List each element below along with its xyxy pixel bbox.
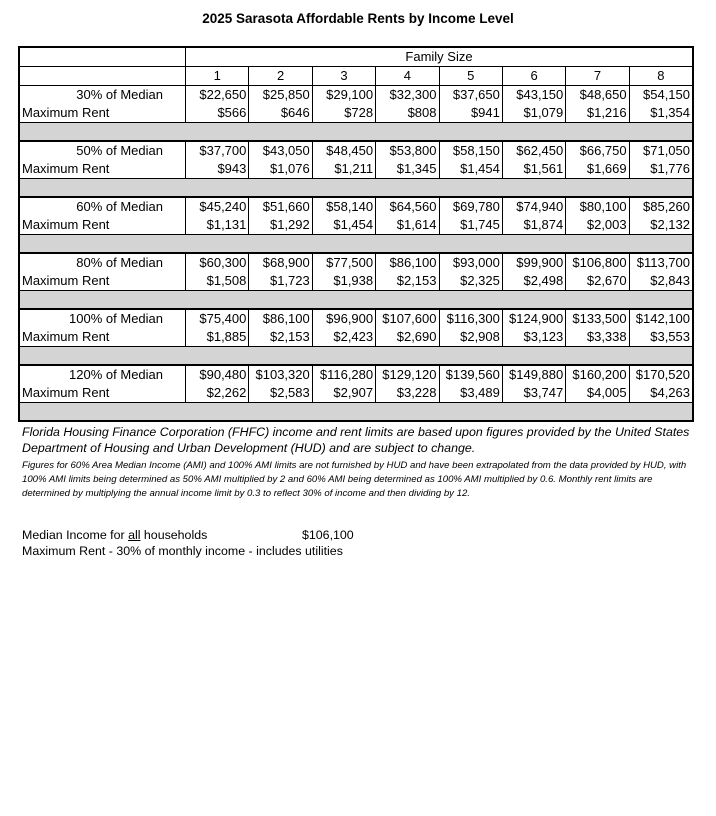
max-rent-cell: $1,723 xyxy=(248,272,311,290)
income-limit-cell: $90,480 xyxy=(185,366,248,384)
family-size-5: 5 xyxy=(439,67,502,85)
income-limit-cell: $58,150 xyxy=(439,142,502,160)
income-limit-cell: $74,940 xyxy=(502,198,565,216)
max-rent-row xyxy=(20,272,692,291)
size-header-row xyxy=(20,67,692,86)
shaded-separator xyxy=(20,291,692,308)
income-limit-cell: $86,100 xyxy=(375,254,438,272)
max-rent-cell: $3,747 xyxy=(502,384,565,402)
income-level-label: 100% of Median xyxy=(69,311,163,326)
income-limit-cell: $48,450 xyxy=(312,142,375,160)
max-rent-cell: $1,345 xyxy=(375,160,438,178)
max-rent-cell: $1,216 xyxy=(565,104,628,122)
max-rent-cell: $566 xyxy=(185,104,248,122)
max-rent-note: Maximum Rent - 30% of monthly income - includes utilities xyxy=(22,544,343,558)
income-level-label: 120% of Median xyxy=(69,367,163,382)
family-size-1: 1 xyxy=(185,67,248,85)
max-rent-cell: $3,228 xyxy=(375,384,438,402)
income-limit-cell: $62,450 xyxy=(502,142,565,160)
median-income-label xyxy=(22,527,207,543)
fhfc-note: Florida Housing Finance Corporation (FHFC) income and rent limits are based upon figures provided by the United States Department of Housing and Urban Development (HUD) and are subject to change. xyxy=(22,425,690,455)
max-rent-cell: $1,508 xyxy=(185,272,248,290)
shaded-separator xyxy=(20,347,692,364)
max-rent-cell: $808 xyxy=(375,104,438,122)
income-group xyxy=(20,198,692,254)
income-limit-cell: $75,400 xyxy=(185,310,248,328)
max-rent-cell: $2,423 xyxy=(312,328,375,346)
max-rent-cell: $2,670 xyxy=(565,272,628,290)
income-group xyxy=(20,366,692,420)
income-limit-cell: $99,900 xyxy=(502,254,565,272)
income-limit-cell: $133,500 xyxy=(565,310,628,328)
income-limit-cell: $45,240 xyxy=(185,198,248,216)
max-rent-cell: $3,123 xyxy=(502,328,565,346)
max-rent-cell: $1,745 xyxy=(439,216,502,234)
income-limit-cell: $43,150 xyxy=(502,86,565,104)
income-limit-row xyxy=(20,86,692,104)
income-limit-cell: $149,880 xyxy=(502,366,565,384)
max-rent-label: Maximum Rent xyxy=(22,273,110,288)
income-limit-cell: $58,140 xyxy=(312,198,375,216)
max-rent-cell: $2,153 xyxy=(375,272,438,290)
family-size-6: 6 xyxy=(502,67,565,85)
income-limit-row xyxy=(20,142,692,160)
shaded-separator xyxy=(20,123,692,140)
income-limit-cell: $124,900 xyxy=(502,310,565,328)
max-rent-cell: $1,292 xyxy=(248,216,311,234)
max-rent-label: Maximum Rent xyxy=(22,385,110,400)
income-group xyxy=(20,310,692,366)
max-rent-cell: $2,583 xyxy=(248,384,311,402)
income-limit-cell: $116,300 xyxy=(439,310,502,328)
income-limit-cell: $43,050 xyxy=(248,142,311,160)
income-limit-cell: $139,560 xyxy=(439,366,502,384)
max-rent-label: Maximum Rent xyxy=(22,329,110,344)
income-limit-row xyxy=(20,198,692,216)
max-rent-cell: $4,005 xyxy=(565,384,628,402)
max-rent-cell: $2,003 xyxy=(565,216,628,234)
income-limit-cell: $77,500 xyxy=(312,254,375,272)
max-rent-cell: $2,908 xyxy=(439,328,502,346)
max-rent-cell: $1,938 xyxy=(312,272,375,290)
income-limit-cell: $37,650 xyxy=(439,86,502,104)
max-rent-label: Maximum Rent xyxy=(22,217,110,232)
income-limit-cell: $86,100 xyxy=(248,310,311,328)
income-limit-cell: $113,700 xyxy=(629,254,692,272)
income-level-label: 60% of Median xyxy=(76,199,163,214)
income-limit-cell: $22,650 xyxy=(185,86,248,104)
max-rent-cell: $2,262 xyxy=(185,384,248,402)
income-limit-cell: $96,900 xyxy=(312,310,375,328)
rent-table xyxy=(18,46,694,422)
max-rent-cell: $646 xyxy=(248,104,311,122)
income-limit-cell: $71,050 xyxy=(629,142,692,160)
income-limit-cell: $32,300 xyxy=(375,86,438,104)
family-size-3: 3 xyxy=(312,67,375,85)
income-limit-cell: $66,750 xyxy=(565,142,628,160)
max-rent-cell: $1,131 xyxy=(185,216,248,234)
max-rent-cell: $2,325 xyxy=(439,272,502,290)
max-rent-cell: $3,338 xyxy=(565,328,628,346)
max-rent-cell: $1,454 xyxy=(312,216,375,234)
income-limit-cell: $85,260 xyxy=(629,198,692,216)
max-rent-cell: $728 xyxy=(312,104,375,122)
family-size-header: Family Size xyxy=(185,48,692,66)
income-level-label: 50% of Median xyxy=(76,143,163,158)
median-prefix: Median Income for xyxy=(22,528,129,542)
max-rent-cell: $943 xyxy=(185,160,248,178)
income-groups xyxy=(20,86,692,420)
income-group xyxy=(20,254,692,310)
max-rent-cell: $1,874 xyxy=(502,216,565,234)
income-limit-cell: $129,120 xyxy=(375,366,438,384)
size-header-blank xyxy=(20,67,185,85)
income-limit-cell: $29,100 xyxy=(312,86,375,104)
max-rent-cell: $1,669 xyxy=(565,160,628,178)
max-rent-row xyxy=(20,384,692,403)
income-limit-cell: $170,520 xyxy=(629,366,692,384)
max-rent-label: Maximum Rent xyxy=(22,161,110,176)
max-rent-cell: $1,076 xyxy=(248,160,311,178)
max-rent-cell: $2,132 xyxy=(629,216,692,234)
income-limit-cell: $53,800 xyxy=(375,142,438,160)
max-rent-cell: $2,690 xyxy=(375,328,438,346)
income-limit-cell: $160,200 xyxy=(565,366,628,384)
max-rent-cell: $2,907 xyxy=(312,384,375,402)
family-size-7: 7 xyxy=(565,67,628,85)
income-limit-cell: $51,660 xyxy=(248,198,311,216)
max-rent-cell: $1,561 xyxy=(502,160,565,178)
median-emphasis: all xyxy=(128,528,141,542)
median-suffix: households xyxy=(140,528,208,542)
income-limit-cell: $48,650 xyxy=(565,86,628,104)
max-rent-cell: $1,614 xyxy=(375,216,438,234)
family-size-4: 4 xyxy=(375,67,438,85)
income-limit-cell: $64,560 xyxy=(375,198,438,216)
family-size-2: 2 xyxy=(248,67,311,85)
income-limit-row xyxy=(20,366,692,384)
max-rent-cell: $941 xyxy=(439,104,502,122)
income-limit-cell: $37,700 xyxy=(185,142,248,160)
max-rent-row xyxy=(20,104,692,123)
income-level-label: 80% of Median xyxy=(76,255,163,270)
shaded-separator xyxy=(20,235,692,252)
income-limit-cell: $68,900 xyxy=(248,254,311,272)
max-rent-label: Maximum Rent xyxy=(22,105,110,120)
max-rent-cell: $2,498 xyxy=(502,272,565,290)
income-limit-cell: $25,850 xyxy=(248,86,311,104)
max-rent-cell: $1,885 xyxy=(185,328,248,346)
income-limit-cell: $60,300 xyxy=(185,254,248,272)
max-rent-cell: $3,553 xyxy=(629,328,692,346)
max-rent-cell: $2,153 xyxy=(248,328,311,346)
max-rent-cell: $1,079 xyxy=(502,104,565,122)
income-limit-cell: $107,600 xyxy=(375,310,438,328)
income-group xyxy=(20,142,692,198)
family-size-header-row xyxy=(20,48,692,67)
max-rent-row xyxy=(20,328,692,347)
income-limit-cell: $106,800 xyxy=(565,254,628,272)
max-rent-cell: $1,776 xyxy=(629,160,692,178)
income-level-label: 30% of Median xyxy=(76,87,163,102)
income-limit-cell: $54,150 xyxy=(629,86,692,104)
max-rent-cell: $4,263 xyxy=(629,384,692,402)
income-group xyxy=(20,86,692,142)
family-size-8: 8 xyxy=(629,67,692,85)
max-rent-row xyxy=(20,216,692,235)
income-limit-row xyxy=(20,310,692,328)
income-limit-cell: $116,280 xyxy=(312,366,375,384)
page-title: 2025 Sarasota Affordable Rents by Income Level xyxy=(202,11,514,26)
max-rent-row xyxy=(20,160,692,179)
income-limit-cell: $69,780 xyxy=(439,198,502,216)
median-income-value: $106,100 xyxy=(302,528,354,542)
income-limit-cell: $80,100 xyxy=(565,198,628,216)
max-rent-cell: $1,211 xyxy=(312,160,375,178)
shaded-separator xyxy=(20,403,692,420)
income-limit-row xyxy=(20,254,692,272)
income-limit-cell: $142,100 xyxy=(629,310,692,328)
income-limit-cell: $93,000 xyxy=(439,254,502,272)
shaded-separator xyxy=(20,179,692,196)
max-rent-cell: $1,454 xyxy=(439,160,502,178)
figures-note: Figures for 60% Area Median Income (AMI) and 100% AMI limits are not furnished by HUD and have been extrapolated from the data provided by HUD, with 100% AMI limits being determined as 50% AMI multiplied by 2 and 60% AMI being determined as 100% AMI multiplied by 0.6. Monthly rent limits are determined by multiplying the annual income limit by 0.3 to reflect 30% of income and then dividing by 12. xyxy=(22,460,687,499)
max-rent-cell: $2,843 xyxy=(629,272,692,290)
max-rent-cell: $3,489 xyxy=(439,384,502,402)
max-rent-cell: $1,354 xyxy=(629,104,692,122)
income-limit-cell: $103,320 xyxy=(248,366,311,384)
